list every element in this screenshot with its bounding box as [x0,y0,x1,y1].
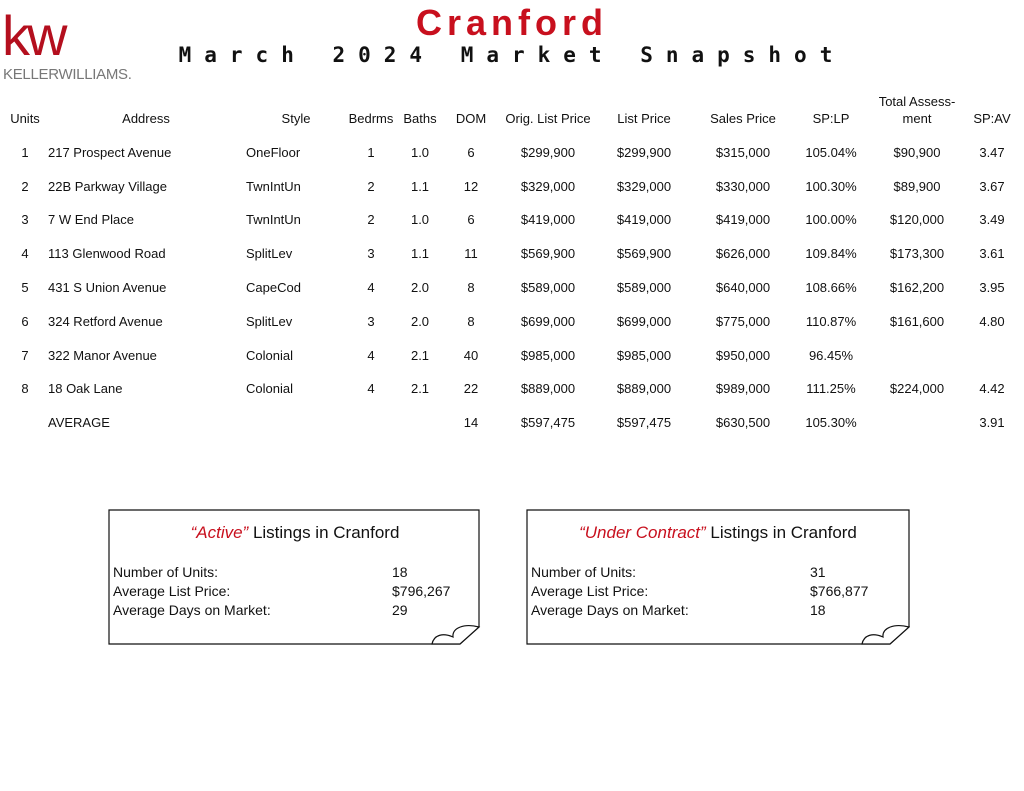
cell-list-price: $985,000 [616,348,672,363]
average-sp-av: 3.91 [979,415,1005,430]
col-header-baths: Baths [403,111,437,126]
logo-kw-mark: kw [2,4,65,67]
col-header-total-assessment [879,93,956,127]
cell-bedrms: 1 [367,145,375,160]
average-label: AVERAGE [48,415,110,430]
cell-units: 8 [21,381,29,396]
cell-units: 4 [21,246,29,261]
cell-style: TwnIntUn [246,179,301,194]
cell-units: 3 [21,212,29,227]
under-contract-dom-value: 18 [810,602,826,618]
cell-list-price: $889,000 [616,381,672,396]
cell-style: Colonial [246,381,293,396]
cell-sp-lp: 110.87% [805,314,857,329]
cell-units: 7 [21,348,29,363]
col-header-sales-price: Sales Price [710,111,776,126]
cell-orig-list-price: $419,000 [520,212,576,227]
cell-sales-price: $989,000 [715,381,771,396]
cell-dom: 40 [463,348,479,363]
col-header-dom: DOM [455,111,487,126]
under-contract-dom-label: Average Days on Market: [531,602,689,618]
col-header-sp-lp: SP:LP [812,111,850,126]
cell-sales-price: $626,000 [715,246,771,261]
under-contract-price-label: Average List Price: [531,583,649,599]
page-title: Cranford [416,2,608,43]
col-header-bedrms: Bedrms [348,111,394,126]
cell-sp-lp: 109.84% [805,246,857,261]
cell-sp-lp: 96.45% [808,348,854,363]
cell-units: 5 [21,280,29,295]
cell-units: 2 [21,179,29,194]
active-title-emphasis: “Active” [190,523,249,542]
under-contract-card-title [526,523,910,543]
cell-sp-av: 3.47 [979,145,1005,160]
cell-sp-av: 4.80 [979,314,1005,329]
average-sp-lp: 105.30% [805,415,857,430]
cell-total-assessment: $173,300 [889,246,945,261]
col-header-sp-av: SP:AV [973,111,1011,126]
cell-address: 7 W End Place [48,212,134,227]
active-dom-label: Average Days on Market: [113,602,271,618]
under-contract-units-label: Number of Units: [531,564,637,580]
cell-units: 1 [21,145,29,160]
cell-style: SplitLev [246,314,293,329]
cell-orig-list-price: $589,000 [520,280,576,295]
col-header-orig-list-price: Orig. List Price [505,111,591,126]
cell-units: 6 [21,314,29,329]
cell-list-price: $329,000 [616,179,672,194]
cell-dom: 8 [467,280,475,295]
cell-address: 22B Parkway Village [48,179,167,194]
active-units-value: 18 [392,564,408,580]
cell-orig-list-price: $889,000 [520,381,576,396]
cell-sp-lp: 100.30% [805,179,857,194]
cell-total-assessment: $162,200 [889,280,945,295]
cell-list-price: $569,900 [616,246,672,261]
cell-address: 217 Prospect Avenue [48,145,172,160]
cell-sales-price: $330,000 [715,179,771,194]
cell-total-assessment: $120,000 [889,212,945,227]
under-contract-price-value: $766,877 [810,583,869,599]
average-orig-list-price: $597,475 [520,415,576,430]
under-contract-listings-card [526,509,900,646]
cell-baths: 2.0 [410,280,430,295]
logo-wordmark: KELLERWILLIAMS. [3,66,132,83]
cell-baths: 2.1 [410,381,430,396]
cell-dom: 12 [463,179,479,194]
col-header-style: Style [281,111,311,126]
cell-baths: 1.1 [410,179,430,194]
cell-bedrms: 3 [367,314,375,329]
cell-sales-price: $419,000 [715,212,771,227]
under-contract-title-emphasis: “Under Contract” [579,523,706,542]
cell-list-price: $419,000 [616,212,672,227]
col-header-total-assessment-line2: ment [902,111,932,126]
cell-sp-av: 3.61 [979,246,1005,261]
cell-orig-list-price: $699,000 [520,314,576,329]
cell-dom: 11 [464,246,478,261]
cell-bedrms: 4 [367,348,375,363]
cell-baths: 2.1 [410,348,430,363]
active-title-rest: Listings in Cranford [248,523,400,542]
cell-baths: 1.0 [410,212,430,227]
cell-sales-price: $315,000 [715,145,771,160]
under-contract-title-rest: Listings in Cranford [705,523,857,542]
cell-sales-price: $950,000 [715,348,771,363]
cell-sp-lp: 100.00% [805,212,857,227]
cell-list-price: $589,000 [616,280,672,295]
cell-orig-list-price: $985,000 [520,348,576,363]
cell-orig-list-price: $569,900 [520,246,576,261]
cell-baths: 2.0 [410,314,430,329]
cell-sp-av: 3.67 [979,179,1005,194]
cell-baths: 1.1 [410,246,430,261]
cell-bedrms: 2 [367,179,375,194]
cell-total-assessment: $224,000 [889,381,945,396]
cell-style: SplitLev [246,246,293,261]
cell-sales-price: $640,000 [715,280,771,295]
cell-dom: 22 [463,381,479,396]
cell-address: 431 S Union Avenue [48,280,167,295]
cell-total-assessment: $161,600 [889,314,945,329]
cell-sp-av: 4.42 [979,381,1005,396]
average-sales-price: $630,500 [715,415,771,430]
cell-address: 322 Manor Avenue [48,348,157,363]
cell-sp-lp: 111.25% [806,381,856,396]
cell-sp-av: 3.49 [979,212,1005,227]
cell-sp-av: 3.95 [979,280,1005,295]
col-header-list-price: List Price [617,111,671,126]
cell-total-assessment: $89,900 [893,179,941,194]
cell-dom: 6 [467,212,475,227]
page-subtitle: March 2024 Market Snapshot [178,43,846,67]
cell-style: TwnIntUn [246,212,301,227]
active-units-label: Number of Units: [113,564,219,580]
cell-style: OneFloor [246,145,301,160]
active-dom-value: 29 [392,602,408,618]
cell-style: CapeCod [246,280,301,295]
cell-total-assessment: $90,900 [893,145,941,160]
active-listings-card [108,509,482,646]
cell-bedrms: 2 [367,212,375,227]
cell-bedrms: 4 [367,280,375,295]
cell-address: 324 Retford Avenue [48,314,163,329]
col-header-address: Address [122,111,170,126]
cell-orig-list-price: $329,000 [520,179,576,194]
cell-list-price: $699,000 [616,314,672,329]
cell-sp-lp: 105.04% [805,145,857,160]
cell-bedrms: 4 [367,381,375,396]
active-price-value: $796,267 [392,583,451,599]
cell-sales-price: $775,000 [715,314,771,329]
average-dom: 14 [463,415,479,430]
average-list-price: $597,475 [616,415,672,430]
under-contract-units-value: 31 [810,564,826,580]
active-price-label: Average List Price: [113,583,231,599]
col-header-total-assessment-line1: Total Assess- [878,94,956,109]
cell-orig-list-price: $299,900 [520,145,576,160]
cell-dom: 6 [467,145,475,160]
active-card-title [108,523,482,543]
cell-address: 18 Oak Lane [48,381,123,396]
cell-address: 113 Glenwood Road [48,246,166,261]
cell-list-price: $299,900 [616,145,672,160]
col-header-units: Units [10,111,40,126]
cell-style: Colonial [246,348,293,363]
cell-bedrms: 3 [367,246,375,261]
cell-sp-lp: 108.66% [805,280,857,295]
cell-baths: 1.0 [410,145,430,160]
cell-dom: 8 [467,314,475,329]
